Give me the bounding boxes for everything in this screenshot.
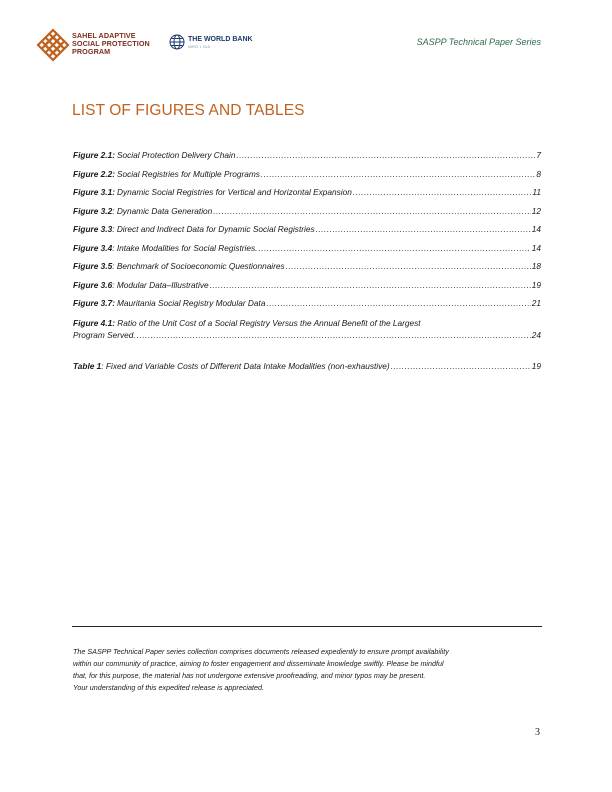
- saspp-knot-logo-icon: [36, 28, 70, 62]
- toc-entry-page: 14: [531, 242, 541, 253]
- toc-entry-title: : Direct and Indirect Data for Dynamic Social Registries: [112, 224, 315, 234]
- disclaimer-note: [73, 646, 543, 694]
- toc-entry-title: : Modular Data–Illustrative: [112, 279, 209, 290]
- toc-entry-title-continued: Program Served.: [73, 329, 136, 340]
- toc-entry[interactable]: [73, 187, 541, 206]
- world-bank-name: THE WORLD BANK: [188, 36, 253, 43]
- world-bank-subtitle: IBRD • IDA: [188, 45, 211, 49]
- toc-entry-label: Figure 2.2:: [73, 168, 115, 179]
- toc-entry-label: Figure 3.1:: [73, 187, 115, 197]
- toc-entry-title: : Fixed and Variable Costs of Different Data Intake Modalities (non-exhaustive): [101, 360, 390, 371]
- toc-entry[interactable]: [73, 150, 541, 169]
- disclaimer-line: within our community of practice, aiming to foster engagement and disseminate knowledge swiftly. Please be mindful: [73, 659, 444, 668]
- dot-leader: [236, 150, 535, 161]
- toc-table-entry[interactable]: [73, 361, 541, 380]
- toc-entry-page: 19: [531, 279, 541, 290]
- dot-leader: [258, 243, 530, 254]
- toc-entry-label: Figure 3.5: [73, 261, 113, 271]
- toc-entry[interactable]: [73, 206, 541, 225]
- page-header: [0, 0, 612, 80]
- toc-entry-multiline[interactable]: [73, 317, 541, 347]
- disclaimer-line: that, for this purpose, the material has not undergone extensive proofreading, and minor typos may be present.: [73, 671, 426, 680]
- toc-entry-label: Figure 3.6: [73, 279, 113, 290]
- toc-entry-page: 7: [536, 150, 541, 160]
- toc-entry-label: Figure 3.2: [73, 205, 113, 216]
- toc-entry[interactable]: [73, 169, 541, 188]
- world-bank-globe-icon: [169, 34, 185, 50]
- toc-entry-label: Figure 3.4: [73, 242, 113, 253]
- toc-entry-page: 19: [531, 360, 541, 371]
- dot-leader: [213, 206, 530, 217]
- disclaimer-line: Your understanding of this expedited release is appreciated.: [73, 683, 264, 692]
- dot-leader: [137, 329, 531, 341]
- disclaimer-line: The SASPP Technical Paper series collection comprises documents released expediently to ensure prompt availability: [73, 647, 449, 656]
- toc-entry[interactable]: [73, 298, 541, 317]
- dot-leader: [266, 298, 530, 309]
- saspp-logo-line: SAHEL ADAPTIVE: [72, 31, 136, 40]
- toc-entry-title: : Dynamic Data Generation: [112, 205, 213, 216]
- dot-leader: [210, 280, 531, 291]
- toc-entry-title: Dynamic Social Registries for Vertical and Horizontal Expansion: [116, 187, 352, 197]
- dot-leader: [353, 187, 532, 198]
- figures-list: [73, 150, 541, 379]
- toc-entry-page: 14: [531, 224, 541, 234]
- toc-entry-title: Mauritania Social Registry Modular Data: [116, 298, 266, 308]
- toc-entry-title: Social Registries for Multiple Programs: [116, 168, 260, 179]
- page-title: LIST OF FIGURES AND TABLES: [72, 102, 305, 119]
- toc-entry-title: Social Protection Delivery Chain: [116, 150, 236, 160]
- toc-entry-page: 21: [531, 298, 541, 308]
- footer-divider: [72, 626, 542, 627]
- toc-entry-page: 24: [531, 329, 541, 340]
- series-title: SASPP Technical Paper Series: [416, 37, 541, 47]
- toc-entry[interactable]: [73, 280, 541, 299]
- dot-leader: [286, 261, 531, 272]
- toc-entry-page: 18: [531, 261, 541, 271]
- toc-entry-label: Figure 3.7:: [73, 298, 115, 308]
- toc-entry-title: : Benchmark of Socioeconomic Questionnaires: [112, 261, 285, 271]
- toc-entry-label: Table 1: [73, 360, 102, 371]
- page-number: 3: [535, 727, 540, 738]
- toc-entry-label: Figure 4.1:: [73, 317, 115, 328]
- toc-entry-page: 11: [532, 187, 541, 197]
- toc-entry-label: Figure 2.1:: [73, 150, 115, 160]
- toc-entry[interactable]: [73, 261, 541, 280]
- dot-leader: [316, 224, 531, 235]
- dot-leader: [391, 361, 531, 372]
- saspp-logo-line: SOCIAL PROTECTION: [72, 39, 150, 48]
- toc-entry[interactable]: [73, 224, 541, 243]
- toc-entry-page: 8: [536, 168, 541, 179]
- saspp-logo-line: PROGRAM: [72, 47, 111, 56]
- saspp-logo-text: [72, 32, 150, 56]
- toc-entry[interactable]: [73, 243, 541, 262]
- dot-leader: [261, 169, 535, 180]
- toc-entry-title: Ratio of the Unit Cost of a Social Registry Versus the Annual Benefit of the Largest: [117, 317, 421, 328]
- toc-entry-label: Figure 3.3: [73, 224, 113, 234]
- toc-entry-title: : Intake Modalities for Social Registries.: [112, 242, 258, 253]
- toc-entry-page: 12: [531, 205, 541, 216]
